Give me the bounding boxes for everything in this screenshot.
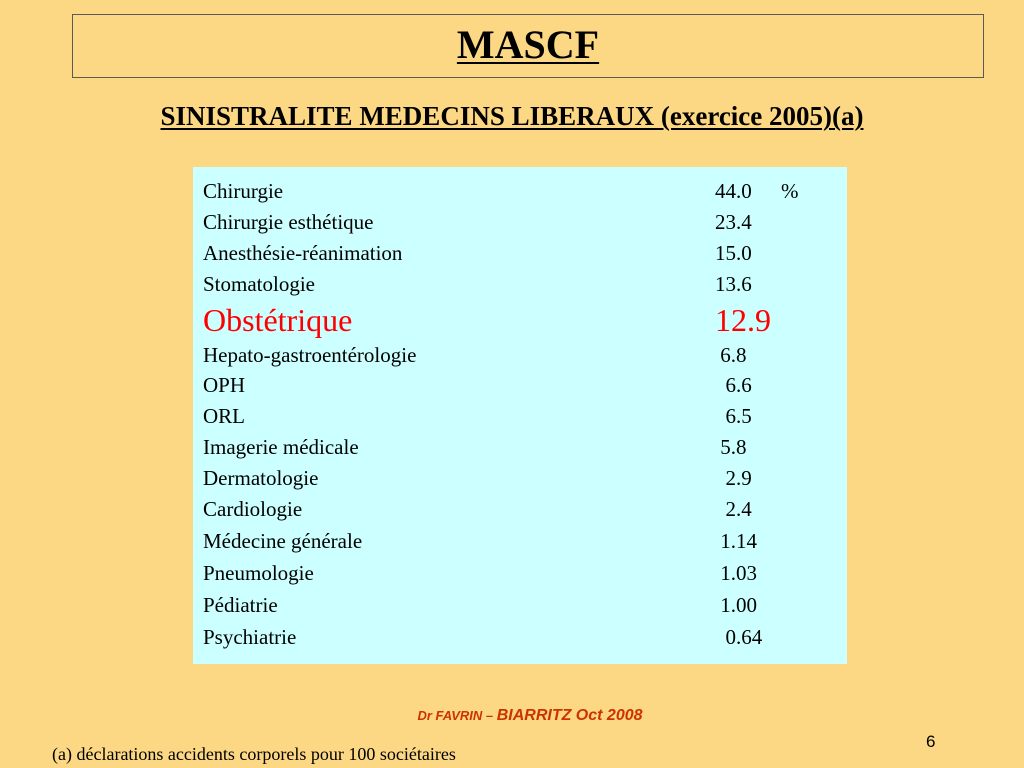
row-label: Psychiatrie xyxy=(203,624,297,649)
slide-title: MASCF xyxy=(456,22,600,67)
row-value: 23.4 xyxy=(715,209,752,234)
table-row xyxy=(193,207,847,238)
slide-subtitle: SINISTRALITE MEDECINS LIBERAUX (exercice 2005)(a) xyxy=(160,101,864,131)
table-row-highlighted xyxy=(193,300,847,340)
author-name: Dr FAVRIN – xyxy=(417,708,497,723)
row-label: OPH xyxy=(203,373,246,398)
table-row xyxy=(193,525,847,557)
statistics-table xyxy=(193,167,847,664)
table-row xyxy=(193,401,847,432)
row-value: 15.0 xyxy=(715,240,752,265)
row-label: Obstétrique xyxy=(203,301,353,338)
page-number: 6 xyxy=(926,732,936,751)
row-value: 6.5 xyxy=(715,404,752,429)
row-label: Dermatologie xyxy=(203,466,319,491)
table-row xyxy=(193,432,847,463)
row-label: Pneumologie xyxy=(203,560,314,585)
table-row xyxy=(193,340,847,371)
row-value: 13.6 xyxy=(715,271,752,296)
row-unit: % xyxy=(781,179,799,203)
row-label: Anesthésie-réanimation xyxy=(203,240,403,265)
footnote: (a) déclarations accidents corporels pour 100 sociétaires xyxy=(52,744,456,764)
table-row xyxy=(193,589,847,621)
table-row xyxy=(193,494,847,525)
row-value: 1.14 xyxy=(715,528,757,553)
row-label: Pédiatrie xyxy=(203,592,278,617)
event-name: BIARRITZ Oct 2008 xyxy=(496,707,643,724)
row-label: Médecine générale xyxy=(203,528,363,553)
row-value: 1.00 xyxy=(715,592,757,617)
row-label: Chirurgie esthétique xyxy=(203,209,374,234)
row-value: 2.4 xyxy=(715,497,752,522)
row-label: Cardiologie xyxy=(203,497,303,522)
table-row xyxy=(193,269,847,300)
table-row xyxy=(193,557,847,589)
row-value: 1.03 xyxy=(715,560,757,585)
row-label: ORL xyxy=(203,404,245,429)
row-label: Chirurgie xyxy=(203,179,284,203)
table-row xyxy=(193,463,847,494)
row-value: 0.64 xyxy=(715,624,763,649)
row-value: 6.8 xyxy=(715,342,747,367)
table-row xyxy=(193,176,847,207)
row-label: Hepato-gastroentérologie xyxy=(203,342,417,367)
title-box xyxy=(72,14,984,78)
row-value: 2.9 xyxy=(715,466,752,491)
row-value: 6.6 xyxy=(715,373,752,398)
row-label: Stomatologie xyxy=(203,271,315,296)
table-row xyxy=(193,238,847,269)
row-value: 5.8 xyxy=(715,435,747,460)
table-row xyxy=(193,621,847,653)
row-value: 44.0 xyxy=(715,179,752,203)
author-footer xyxy=(0,706,1024,726)
row-value: 12.9 xyxy=(715,301,771,338)
row-label: Imagerie médicale xyxy=(203,435,359,460)
table-row xyxy=(193,370,847,401)
